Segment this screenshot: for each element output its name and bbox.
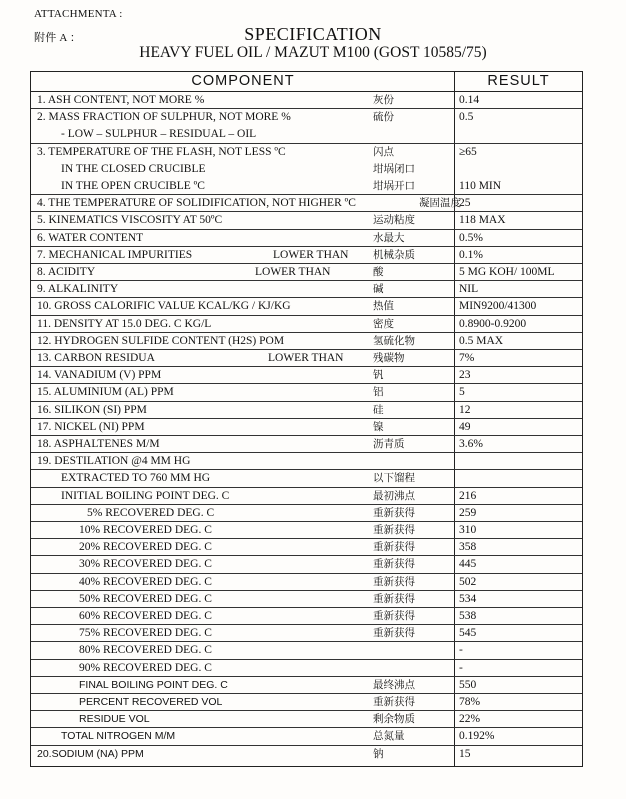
result-value: 110 MIN: [459, 179, 502, 192]
result-value: -: [459, 661, 463, 674]
chinese-label: 镍: [373, 420, 384, 433]
component-name: IN THE OPEN CRUCIBLE ºC: [61, 179, 205, 192]
row-line: [31, 109, 582, 126]
component-name: 75% RECOVERED DEG. C: [79, 627, 212, 640]
table-row: [31, 608, 582, 625]
result-value: 5 MG KOH/ 100ML: [459, 266, 555, 278]
chinese-label: 重新获得: [373, 575, 415, 588]
table-row: [31, 212, 582, 229]
row-line: [31, 350, 582, 367]
chinese-label: 剩余物质: [373, 713, 415, 726]
table-row: [31, 144, 582, 196]
component-name: 15. ALUMINIUM (AL) PPM: [37, 386, 174, 399]
chinese-label: 密度: [373, 317, 394, 330]
component-name: 11. DENSITY AT 15.0 DEG. C KG/L: [37, 317, 212, 330]
component-name: 5% RECOVERED DEG. C: [87, 506, 215, 519]
result-value: 0.8900-0.9200: [459, 317, 527, 330]
table-row: [31, 109, 582, 143]
component-name: 9. ALKALINITY: [37, 283, 119, 296]
chinese-label: 硅: [373, 403, 384, 416]
component-name: 18. ASPHALTENES M/M: [37, 438, 160, 450]
limit-qualifier: LOWER THAN: [255, 266, 331, 278]
result-value: 0.192%: [459, 730, 495, 743]
result-value: 0.5: [459, 111, 474, 124]
row-line: [31, 384, 582, 401]
table-row: [31, 694, 582, 711]
table-row: [31, 436, 582, 453]
table-row: [31, 402, 582, 419]
table-row: [31, 556, 582, 573]
result-value: 358: [459, 541, 477, 554]
row-line: [31, 746, 582, 763]
row-line: [31, 126, 582, 143]
chinese-label: 坩埚开口: [373, 179, 415, 192]
table-row: [31, 247, 582, 264]
result-value: MIN9200/41300: [459, 300, 537, 313]
component-name: 7. MECHANICAL IMPURITIES: [37, 248, 193, 261]
table-header: [31, 72, 582, 92]
chinese-label: 重新获得: [373, 506, 415, 519]
chinese-label: 机械杂质: [373, 248, 415, 261]
row-line: [31, 642, 582, 659]
row-line: [31, 625, 582, 642]
component-name: 20% RECOVERED DEG. C: [79, 541, 212, 554]
chinese-label: 硫份: [373, 111, 394, 124]
table-row: [31, 591, 582, 608]
component-name: 40% RECOVERED DEG. C: [79, 575, 212, 588]
chinese-label: 碱: [373, 283, 384, 296]
chinese-label: 铝: [373, 386, 384, 399]
table-row: [31, 195, 582, 212]
row-line: [31, 367, 582, 384]
row-line: [31, 195, 582, 212]
result-value: 550: [459, 678, 477, 691]
result-value: 23: [459, 369, 471, 382]
component-name: 17. NICKEL (NI) PPM: [37, 420, 145, 433]
result-value: 538: [459, 610, 477, 622]
table-row: [31, 419, 582, 436]
component-name: 16. SILIKON (SI) PPM: [37, 403, 147, 416]
row-line: [31, 212, 582, 229]
component-name: 12. HYDROGEN SULFIDE CONTENT (H2S) POM: [37, 334, 285, 347]
table-row: [31, 677, 582, 694]
table-row: [31, 92, 582, 109]
chinese-label: 重新获得: [373, 524, 415, 536]
specification-table: [30, 71, 583, 767]
component-name: 2. MASS FRACTION OF SULPHUR, NOT MORE %: [37, 111, 291, 124]
table-row: [31, 505, 582, 522]
result-value: 0.5 MAX: [459, 334, 504, 347]
row-line: [31, 608, 582, 625]
result-value: 0.5%: [459, 231, 483, 244]
row-line: [31, 436, 582, 453]
chinese-label: 残碳物: [373, 352, 405, 364]
result-value: 0.14: [459, 94, 480, 106]
chinese-label: 重新获得: [373, 592, 415, 605]
result-value: 0.1%: [459, 248, 483, 261]
table-row: [31, 453, 582, 470]
table-row: [31, 367, 582, 384]
chinese-label: 凝固温度: [419, 197, 461, 210]
chinese-label: 坩埚闭口: [373, 162, 415, 175]
component-name: 3. TEMPERATURE OF THE FLASH, NOT LESS ºC: [37, 145, 286, 158]
table-row: [31, 642, 582, 659]
table-row: [31, 298, 582, 315]
component-name: 1. ASH CONTENT, NOT MORE %: [37, 94, 205, 106]
limit-qualifier: LOWER THAN: [268, 352, 344, 364]
result-value: 78%: [459, 696, 481, 708]
component-name: EXTRACTED TO 760 MM HG: [61, 472, 211, 485]
component-name: 5. KINEMATICS VISCOSITY AT 50ºC: [37, 214, 223, 227]
row-line: [31, 728, 582, 745]
result-value: 3.6%: [459, 438, 483, 450]
row-line: [31, 402, 582, 419]
result-value: ≥65: [459, 145, 477, 158]
table-row: [31, 539, 582, 556]
chinese-label: 重新获得: [373, 558, 415, 571]
component-name: 80% RECOVERED DEG. C: [79, 644, 212, 657]
result-value: 5: [459, 386, 465, 399]
table-row: [31, 316, 582, 333]
document-subtitle: HEAVY FUEL OIL / MAZUT M100 (GOST 10585/75): [139, 44, 487, 61]
component-name: 10% RECOVERED DEG. C: [79, 524, 212, 536]
component-name: PERCENT RECOVERED VOL: [79, 696, 223, 708]
row-line: [31, 556, 582, 573]
chinese-label: 以下馏程: [373, 472, 415, 485]
row-line: [31, 298, 582, 315]
result-value: 310: [459, 524, 477, 536]
chinese-label: 灰份: [373, 94, 394, 106]
component-name: - LOW – SULPHUR – RESIDUAL – OIL: [61, 128, 257, 141]
row-line: [31, 711, 582, 728]
chinese-label: 钠: [373, 747, 384, 760]
chinese-label: 最初沸点: [373, 489, 415, 502]
component-name: 90% RECOVERED DEG. C: [79, 661, 212, 674]
table-row: [31, 625, 582, 642]
row-line: [31, 230, 582, 247]
component-name: TOTAL NITROGEN M/M: [61, 730, 176, 743]
chinese-label: 钒: [373, 369, 384, 382]
row-line: [31, 178, 582, 195]
table-row: [31, 384, 582, 401]
table-row: [31, 488, 582, 505]
component-name: 14. VANADIUM (V) PPM: [37, 369, 162, 382]
table-row: [31, 660, 582, 677]
row-line: [31, 677, 582, 694]
result-value: 12: [459, 403, 471, 416]
limit-qualifier: LOWER THAN: [273, 248, 349, 261]
row-line: [31, 419, 582, 436]
document-title: SPECIFICATION: [244, 24, 382, 44]
chinese-label: 总氮量: [373, 730, 405, 743]
result-column-header: RESULT: [487, 73, 550, 89]
chinese-label: 重新获得: [373, 627, 415, 640]
component-name: 20.SODIUM (NA) PPM: [37, 747, 144, 760]
result-value: 25: [459, 197, 471, 210]
chinese-label: 闪点: [373, 145, 394, 158]
component-name: 30% RECOVERED DEG. C: [79, 558, 212, 571]
table-row: [31, 522, 582, 539]
chinese-label: 最终沸点: [373, 678, 415, 691]
row-line: [31, 505, 582, 522]
result-value: 545: [459, 627, 477, 640]
table-row: [31, 746, 582, 763]
component-column-header: COMPONENT: [191, 73, 295, 89]
chinese-label: 运动粘度: [373, 214, 415, 227]
attachment-label-zh: 附件 A ：: [34, 32, 82, 44]
row-line: [31, 281, 582, 298]
result-value: 22%: [459, 713, 481, 726]
chinese-label: 热值: [373, 300, 394, 313]
result-value: 259: [459, 506, 477, 519]
component-name: 10. GROSS CALORIFIC VALUE KCAL/KG / KJ/KG: [37, 300, 291, 313]
chinese-label: 酸: [373, 266, 384, 278]
table-row: [31, 470, 582, 487]
attachment-label-en: ATTACHMENTA :: [34, 8, 123, 20]
chinese-label: 水最大: [373, 231, 405, 244]
result-value: 15: [459, 747, 471, 760]
component-name: INITIAL BOILING POINT DEG. C: [61, 489, 230, 502]
result-value: 534: [459, 592, 477, 605]
component-name: 60% RECOVERED DEG. C: [79, 610, 212, 622]
table-row: [31, 711, 582, 728]
result-value: 7%: [459, 352, 475, 364]
result-value: 502: [459, 575, 477, 588]
row-line: [31, 333, 582, 350]
table-row: [31, 264, 582, 281]
result-value: NIL: [459, 283, 479, 296]
chinese-label: 重新获得: [373, 696, 415, 708]
component-name: 50% RECOVERED DEG. C: [79, 592, 212, 605]
row-line: [31, 247, 582, 264]
table-row: [31, 281, 582, 298]
row-line: [31, 144, 582, 161]
component-name: 6. WATER CONTENT: [37, 231, 144, 244]
table-row: [31, 230, 582, 247]
chinese-label: 重新获得: [373, 610, 415, 622]
component-name: 13. CARBON RESIDUA: [37, 352, 155, 364]
row-line: [31, 591, 582, 608]
chinese-label: 氢硫化物: [373, 334, 415, 347]
row-line: [31, 488, 582, 505]
row-line: [31, 470, 582, 487]
row-line: [31, 92, 582, 109]
table-row: [31, 333, 582, 350]
row-line: [31, 574, 582, 591]
table-body: [31, 92, 582, 766]
row-line: [31, 694, 582, 711]
component-name: RESIDUE VOL: [79, 713, 150, 726]
table-row: [31, 574, 582, 591]
row-line: [31, 453, 582, 470]
result-value: 216: [459, 489, 477, 502]
row-line: [31, 539, 582, 556]
component-name: IN THE CLOSED CRUCIBLE: [61, 162, 206, 175]
result-value: -: [459, 644, 463, 657]
row-line: [31, 522, 582, 539]
row-line: [31, 660, 582, 677]
component-name: 4. THE TEMPERATURE OF SOLIDIFICATION, NOT HIGHER ºC: [37, 197, 356, 210]
component-name: 8. ACIDITY: [37, 266, 96, 278]
row-line: [31, 316, 582, 333]
row-line: [31, 161, 582, 178]
result-value: 118 MAX: [459, 214, 506, 227]
chinese-label: 沥青质: [373, 438, 405, 450]
table-row: [31, 350, 582, 367]
row-line: [31, 264, 582, 281]
table-row: [31, 728, 582, 745]
result-value: 445: [459, 558, 477, 571]
component-name: 19. DESTILATION @4 MM HG: [37, 455, 191, 468]
component-name: FINAL BOILING POINT DEG. C: [79, 678, 228, 691]
result-value: 49: [459, 420, 471, 433]
chinese-label: 重新获得: [373, 541, 415, 554]
